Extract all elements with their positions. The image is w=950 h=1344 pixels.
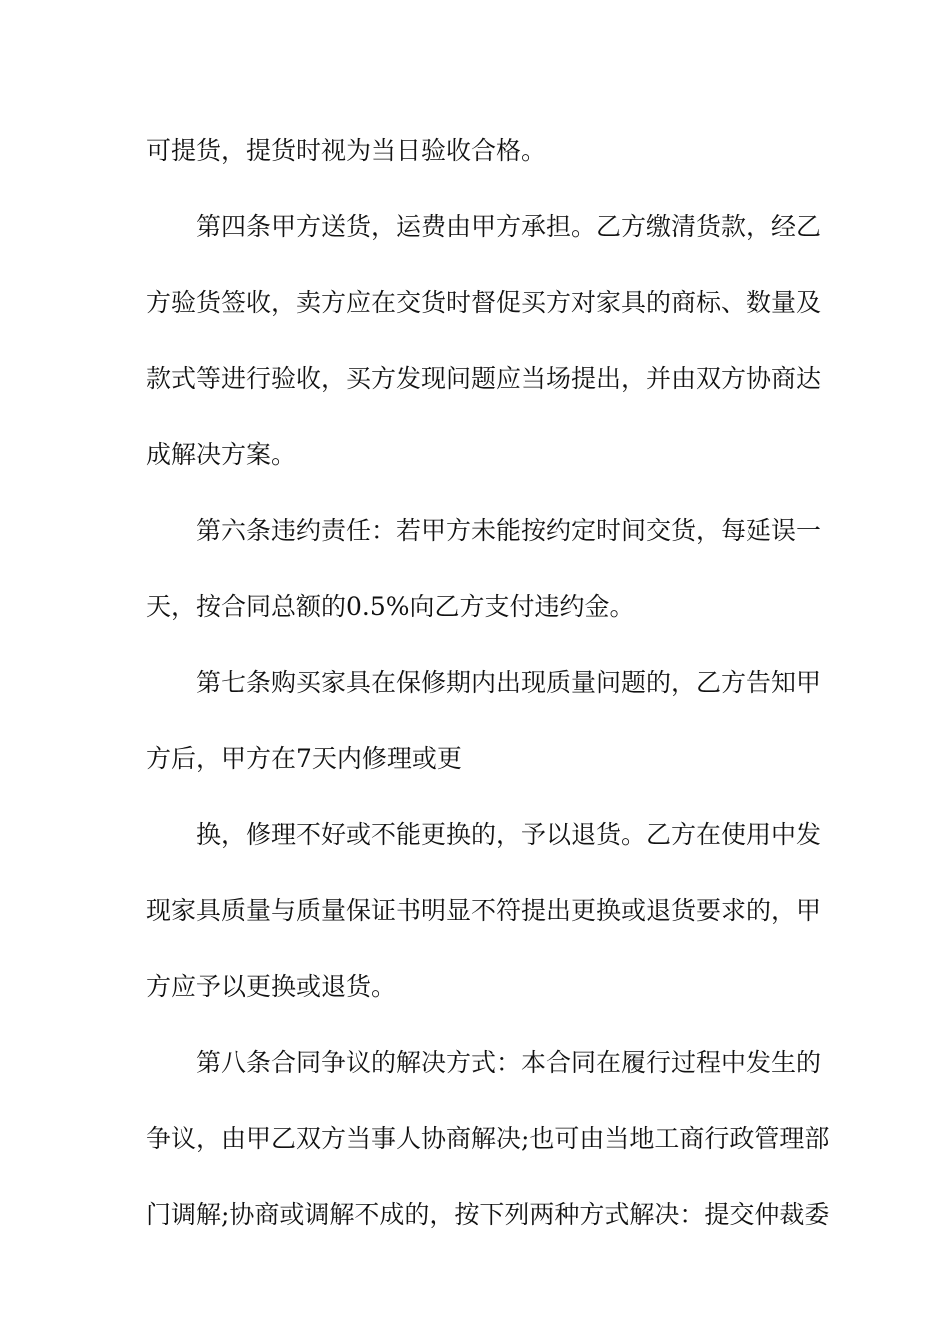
text-line: 争议，由甲乙双方当事人协商解决;也可由当地工商行政管理部 [146,1124,830,1153]
paragraph-article-4-line-1: 第四条甲方送货，运费由甲方承担。乙方缴清货款，经乙 [196,212,822,241]
text-line: 可提货，提货时视为当日验收合格。 [146,136,547,165]
text-line: 方后，甲方在7天内修理或更 [146,744,462,773]
text-line: 方验货签收，卖方应在交货时督促买方对家具的商标、数量及 [146,288,822,317]
text-line: 天，按合同总额的0.5%向乙方支付违约金。 [146,592,635,621]
text-line: 门调解;协商或调解不成的，按下列两种方式解决：提交仲裁委 [146,1200,830,1229]
text-line: 方应予以更换或退货。 [146,972,397,1001]
text-line: 款式等进行验收，买方发现问题应当场提出，并由双方协商达 [146,364,822,393]
paragraph-article-8-line-1: 第八条合同争议的解决方式：本合同在履行过程中发生的 [196,1048,822,1077]
text-line: 换，修理不好或不能更换的，予以退货。乙方在使用中发 [196,820,822,849]
paragraph-article-7-line-1: 第七条购买家具在保修期内出现质量问题的，乙方告知甲 [196,668,822,697]
text-line: 成解决方案。 [146,440,297,469]
paragraph-article-6-line-1: 第六条违约责任：若甲方未能按约定时间交货，每延误一 [196,516,822,545]
text-line: 现家具质量与质量保证书明显不符提出更换或退货要求的，甲 [146,896,822,925]
